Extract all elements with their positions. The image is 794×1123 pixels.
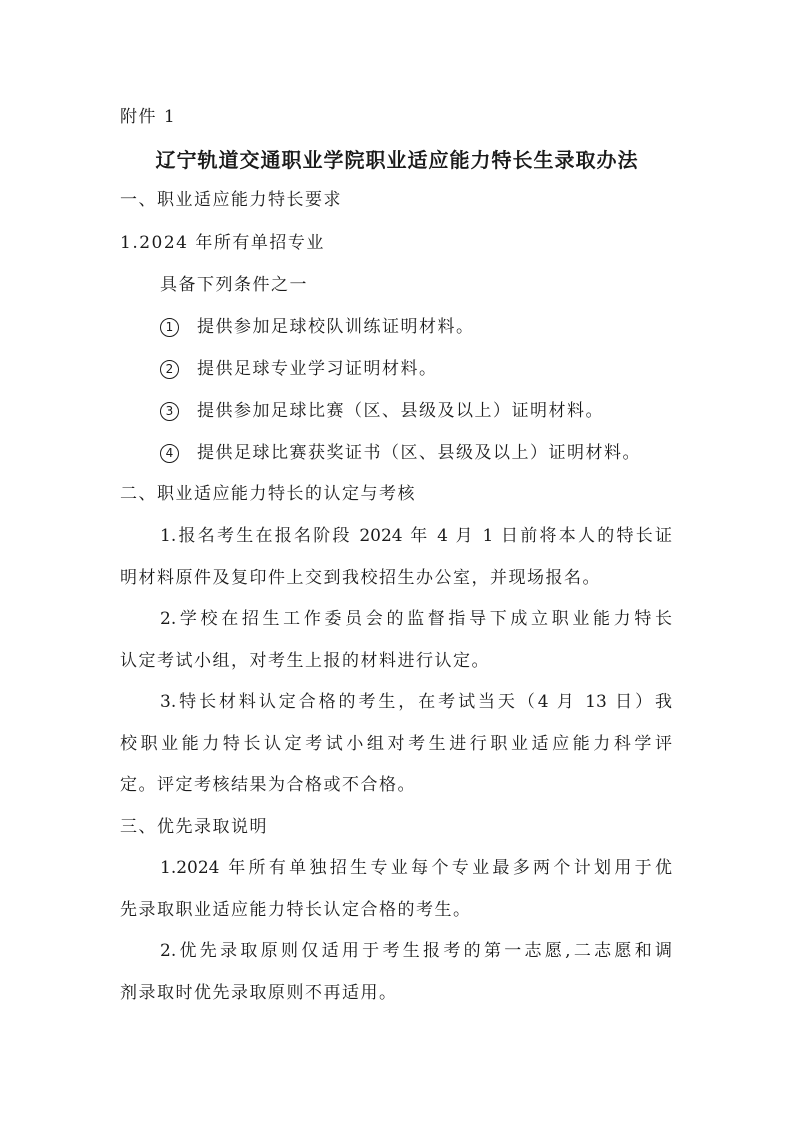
- paragraph-line: 先录取职业适应能力特长认定合格的考生。: [120, 900, 472, 920]
- circled-number-icon: 4: [160, 444, 179, 463]
- paragraph-line: 1.2024 年所有单独招生专业每个专业最多两个计划用于优: [160, 858, 672, 878]
- condition-item: [160, 357, 438, 381]
- paragraph-line: 2.学校在招生工作委员会的监督指导下成立职业能力特长: [160, 609, 672, 629]
- document-title: 辽宁轨道交通职业学院职业适应能力特长生录取办法: [155, 148, 639, 172]
- paragraph-line: 3.特长材料认定合格的考生，在考试当天（4 月 13 日）我: [160, 692, 672, 712]
- paragraph-line: 1.报名考生在报名阶段 2024 年 4 月 1 日前将本人的特长证: [160, 526, 672, 546]
- section2-heading: 二、职业适应能力特长的认定与考核: [120, 484, 416, 504]
- paragraph-line: 定。评定考核结果为合格或不合格。: [120, 775, 416, 795]
- section1-subheading: 1.2024 年所有单招专业: [120, 233, 325, 253]
- circled-number-icon: 2: [160, 360, 179, 379]
- paragraph-line: 认定考试小组，对考生上报的材料进行认定。: [120, 651, 490, 671]
- condition-item: [160, 315, 475, 339]
- paragraph-line: 2.优先录取原则仅适用于考生报考的第一志愿,二志愿和调: [160, 941, 672, 961]
- paragraph-line: 明材料原件及复印件上交到我校招生办公室，并现场报名。: [120, 568, 601, 588]
- condition-text: 提供足球比赛获奖证书（区、县级及以上）证明材料。: [197, 443, 641, 463]
- circled-number-icon: 1: [160, 318, 179, 337]
- attachment-label: 附件 1: [120, 107, 177, 127]
- section1-heading: 一、职业适应能力特长要求: [120, 190, 342, 210]
- conditions-intro: 具备下列条件之一: [160, 275, 308, 295]
- paragraph-line: 剂录取时优先录取原则不再适用。: [120, 983, 398, 1003]
- paragraph-line: 校职业能力特长认定考试小组对考生进行职业适应能力科学评: [120, 734, 672, 754]
- section3-heading: 三、优先录取说明: [120, 817, 268, 837]
- condition-item: [160, 441, 641, 465]
- condition-text: 提供足球专业学习证明材料。: [197, 359, 438, 379]
- condition-text: 提供参加足球比赛（区、县级及以上）证明材料。: [197, 401, 604, 421]
- circled-number-icon: 3: [160, 402, 179, 421]
- condition-text: 提供参加足球校队训练证明材料。: [197, 317, 475, 337]
- condition-item: [160, 399, 604, 423]
